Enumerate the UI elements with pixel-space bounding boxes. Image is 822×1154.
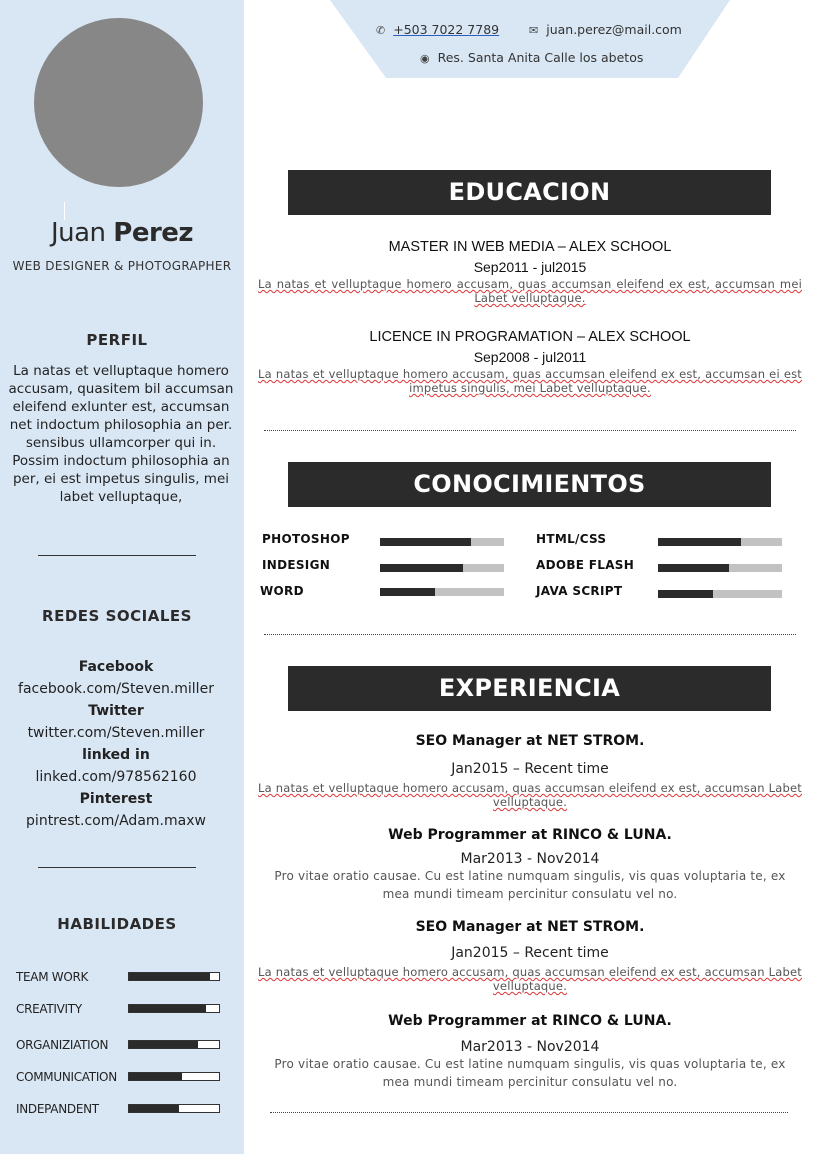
knowledge-label: INDESIGN bbox=[262, 558, 331, 572]
skill-row bbox=[16, 970, 226, 984]
knowledge-bar-fill bbox=[658, 538, 741, 546]
skills-heading: HABILIDADES bbox=[57, 915, 177, 933]
knowledge-bar bbox=[380, 588, 504, 596]
section-divider bbox=[270, 1112, 788, 1113]
job-title: Web Programmer at RINCO & LUNA. bbox=[388, 1013, 672, 1029]
job-date: Jan2015 – Recent time bbox=[451, 945, 609, 961]
education-date: Sep2011 - jul2015 bbox=[473, 259, 587, 275]
first-name: Juan bbox=[50, 218, 106, 248]
education-heading: EDUCACION bbox=[288, 170, 771, 215]
knowledge-bar bbox=[380, 564, 504, 572]
social-label-pinterest: Pinterest bbox=[79, 791, 153, 807]
knowledge-label: JAVA SCRIPT bbox=[536, 584, 623, 598]
knowledge-label: WORD bbox=[260, 584, 304, 598]
knowledge-label: HTML/CSS bbox=[536, 532, 607, 546]
job-title: SEO Manager at NET STROM. bbox=[415, 733, 645, 749]
contact-header bbox=[330, 0, 730, 78]
email-address: juan.perez@mail.com bbox=[546, 22, 682, 37]
profile-heading: PERFIL bbox=[86, 331, 148, 349]
knowledge-bar bbox=[658, 590, 782, 598]
knowledge-bar-fill bbox=[658, 564, 729, 572]
contact-address bbox=[420, 50, 643, 65]
knowledge-bar-fill bbox=[380, 564, 463, 572]
social-link-linkedin[interactable]: linked.com/978562160 bbox=[35, 769, 197, 785]
social-list bbox=[0, 656, 232, 832]
job-description: La natas et velluptaque homero accusam, quas accumsan eleifend ex est, accumsan Labet velluptaque. bbox=[258, 781, 802, 809]
education-description: La natas et velluptaque homero accusam, quas accumsan eleifend ex est, accumsan mei Labet velluptaque. bbox=[258, 277, 802, 305]
skill-label: ORGANIZIATION bbox=[16, 1038, 109, 1052]
knowledge-heading: CONOCIMIENTOS bbox=[288, 462, 771, 507]
experience-heading: EXPERIENCIA bbox=[288, 666, 771, 711]
job-description: La natas et velluptaque homero accusam, quas accumsan eleifend ex est, accumsan Labet velluptaque. bbox=[258, 965, 802, 993]
knowledge-bar bbox=[658, 564, 782, 572]
education-date: Sep2008 - jul2011 bbox=[473, 349, 587, 365]
social-label-facebook: Facebook bbox=[78, 659, 154, 675]
skill-bar-fill bbox=[129, 1073, 182, 1080]
knowledge-bar-fill bbox=[658, 590, 713, 598]
skill-bar bbox=[128, 972, 220, 981]
job-title: Web Programmer at RINCO & LUNA. bbox=[388, 827, 672, 843]
skill-row bbox=[16, 1038, 226, 1052]
education-description: La natas et velluptaque homero accusam, quas accumsan eleifend ex est, accumsan ei est impetus singulis, mei Labet velluptaque. bbox=[258, 367, 802, 395]
sidebar-divider bbox=[38, 867, 196, 868]
skill-label: COMMUNICATION bbox=[16, 1070, 117, 1084]
skill-label: INDEPANDENT bbox=[16, 1102, 99, 1116]
skill-bar-fill bbox=[129, 1105, 179, 1112]
phone-icon: ✆ bbox=[376, 24, 386, 37]
social-label-linkedin: linked in bbox=[82, 747, 150, 763]
knowledge-bar-fill bbox=[380, 588, 435, 596]
social-link-pinterest[interactable]: pintrest.com/Adam.maxw bbox=[26, 813, 206, 829]
knowledge-bar bbox=[380, 538, 504, 546]
skill-bar bbox=[128, 1072, 220, 1081]
candidate-name bbox=[0, 218, 244, 248]
skill-bar bbox=[128, 1040, 220, 1049]
job-description: Pro vitae oratio causae. Cu est latine numquam singulis, vis quas voluptaria te, ex mea mundi timeam percinitur consulatu vel no. bbox=[274, 1057, 786, 1089]
job-date: Mar2013 - Nov2014 bbox=[460, 1039, 600, 1055]
envelope-icon: ✉ bbox=[529, 24, 539, 37]
sidebar-divider bbox=[38, 555, 196, 556]
phone-number: +503 7022 7789 bbox=[393, 22, 500, 37]
address-text: Res. Santa Anita Calle los abetos bbox=[437, 50, 644, 65]
education-title: MASTER IN WEB MEDIA – ALEX SCHOOL bbox=[388, 239, 672, 255]
skill-bar-fill bbox=[129, 973, 210, 980]
skill-bar-fill bbox=[129, 1005, 206, 1012]
job-description: Pro vitae oratio causae. Cu est latine numquam singulis, vis quas voluptaria te, ex mea mundi timeam percinitur consulatu vel no. bbox=[274, 869, 786, 901]
section-divider bbox=[264, 634, 796, 635]
skill-row bbox=[16, 1070, 226, 1084]
last-name: Perez bbox=[113, 218, 194, 248]
skill-row bbox=[16, 1102, 226, 1116]
contact-phone[interactable] bbox=[376, 22, 499, 37]
job-role: WEB DESIGNER & PHOTOGRAPHER bbox=[12, 259, 232, 273]
skill-bar-fill bbox=[129, 1041, 198, 1048]
profile-photo-placeholder bbox=[34, 18, 203, 187]
skill-bar bbox=[128, 1104, 220, 1113]
knowledge-label: PHOTOSHOP bbox=[262, 532, 350, 546]
knowledge-label: ADOBE FLASH bbox=[536, 558, 635, 572]
education-title: LICENCE IN PROGRAMATION – ALEX SCHOOL bbox=[369, 329, 691, 345]
skill-row bbox=[16, 1002, 226, 1016]
social-link-twitter[interactable]: twitter.com/Steven.miller bbox=[27, 725, 205, 741]
location-pin-icon: ◉ bbox=[420, 52, 430, 65]
section-divider bbox=[264, 430, 796, 431]
job-date: Mar2013 - Nov2014 bbox=[460, 851, 600, 867]
sidebar bbox=[0, 0, 244, 1154]
social-label-twitter: Twitter bbox=[88, 703, 144, 719]
knowledge-bar-fill bbox=[380, 538, 471, 546]
profile-text: La natas et velluptaque homero accusam, quasitem bil accumsan eleifend exlunter est, accumsan net indoctum philosophia an per. sensibus ullamcorper qui in. Possim indoctum philosophia an per, ei est impetus singulis, mei labet velluptaque, bbox=[8, 363, 234, 505]
social-heading: REDES SOCIALES bbox=[42, 607, 192, 625]
job-title: SEO Manager at NET STROM. bbox=[415, 919, 645, 935]
job-date: Jan2015 – Recent time bbox=[451, 761, 609, 777]
skill-label: TEAM WORK bbox=[16, 970, 89, 984]
knowledge-bar bbox=[658, 538, 782, 546]
skill-bar bbox=[128, 1004, 220, 1013]
skill-label: CREATIVITY bbox=[16, 1002, 82, 1016]
social-link-facebook[interactable]: facebook.com/Steven.miller bbox=[18, 681, 214, 697]
contact-email[interactable] bbox=[529, 22, 682, 37]
